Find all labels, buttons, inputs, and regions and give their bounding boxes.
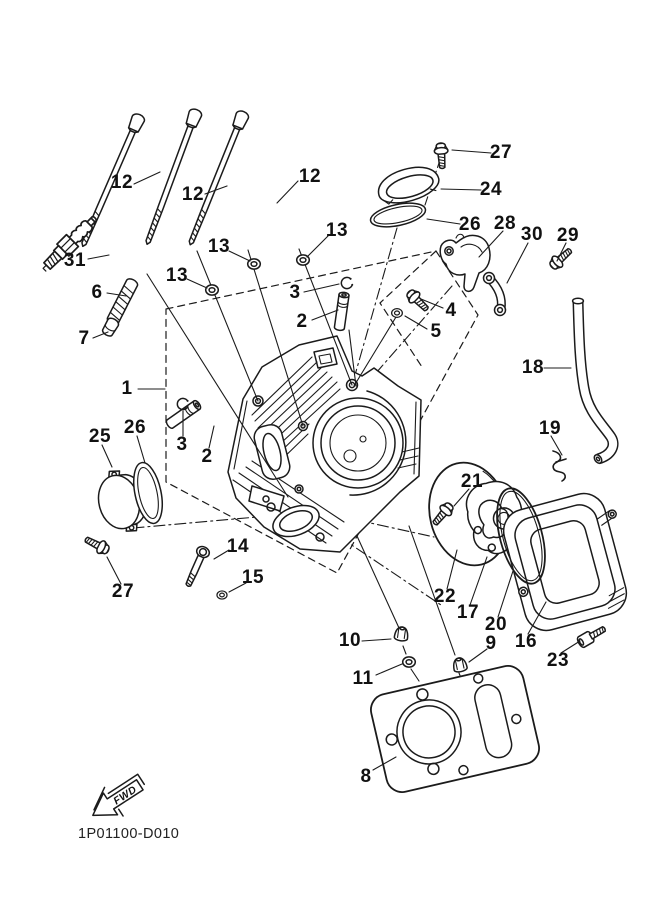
washer-15 <box>217 591 227 599</box>
part-callout-18: 18 <box>521 357 545 378</box>
part-callout-8: 8 <box>360 766 372 787</box>
part-callout-2: 2 <box>201 446 213 467</box>
part-callout-27: 27 <box>111 581 135 602</box>
part-callout-26: 26 <box>123 417 147 438</box>
part-callout-1: 1 <box>121 378 133 399</box>
part-callout-17: 17 <box>456 602 480 623</box>
spark-plug <box>38 212 101 275</box>
part-callout-22: 22 <box>433 586 457 607</box>
cap-nut-9 <box>452 657 468 673</box>
head-bolt-12 <box>181 109 250 247</box>
part-callout-14: 14 <box>226 536 250 557</box>
part-callout-20: 20 <box>484 614 508 635</box>
part-callout-30: 30 <box>520 224 544 245</box>
o-ring-26 <box>368 199 427 231</box>
part-callout-5: 5 <box>430 321 442 342</box>
diagram-code: 1P01100-D010 <box>78 826 180 842</box>
cap-nut-10 <box>394 626 409 642</box>
part-callout-25: 25 <box>88 426 112 447</box>
fwd-label: FWD <box>111 783 140 808</box>
part-callout-12: 12 <box>181 184 205 205</box>
screw-27 <box>83 533 112 557</box>
part-callout-13: 13 <box>165 265 189 286</box>
part-callout-26: 26 <box>458 214 482 235</box>
breather-hose-18 <box>573 298 613 464</box>
part-callout-29: 29 <box>556 225 580 246</box>
part-callout-3: 3 <box>176 434 188 455</box>
part-callout-11: 11 <box>352 668 374 689</box>
part-callout-9: 9 <box>485 633 497 654</box>
part-callout-7: 7 <box>78 328 90 349</box>
hose-clamp-19 <box>553 451 566 481</box>
part-callout-10: 10 <box>338 630 362 651</box>
bracket-30 <box>484 273 506 316</box>
bracket-28 <box>440 234 490 291</box>
part-callout-4: 4 <box>445 300 457 321</box>
screw-4 <box>404 287 432 314</box>
part-callout-3: 3 <box>289 282 301 303</box>
valve-guide-2 <box>334 292 349 331</box>
washer-13 <box>206 285 219 295</box>
washer-11 <box>403 657 416 667</box>
part-callout-27: 27 <box>489 142 513 163</box>
bolt-29 <box>547 245 575 272</box>
part-callout-15: 15 <box>241 567 265 588</box>
head-gasket-8 <box>368 663 542 796</box>
fwd-arrow <box>84 768 153 829</box>
bolt-23 <box>576 623 608 648</box>
bolt-27 <box>434 143 449 169</box>
part-callout-19: 19 <box>538 418 562 439</box>
part-callout-28: 28 <box>493 213 517 234</box>
part-callout-16: 16 <box>514 631 538 652</box>
part-callout-13: 13 <box>325 220 349 241</box>
part-callout-24: 24 <box>479 179 503 200</box>
part-callout-13: 13 <box>207 236 231 257</box>
part-callout-6: 6 <box>91 282 103 303</box>
part-callout-31: 31 <box>63 250 87 271</box>
part-callout-21: 21 <box>460 471 484 492</box>
circlip-3 <box>340 276 354 290</box>
part-callout-2: 2 <box>296 311 308 332</box>
part-callout-12: 12 <box>110 172 134 193</box>
bolt-14 <box>182 545 211 589</box>
washer-5 <box>392 309 403 318</box>
tappet-cover-24 <box>374 161 442 209</box>
cylinder-head <box>228 336 421 552</box>
part-callout-23: 23 <box>546 650 570 671</box>
part-callout-12: 12 <box>298 166 322 187</box>
